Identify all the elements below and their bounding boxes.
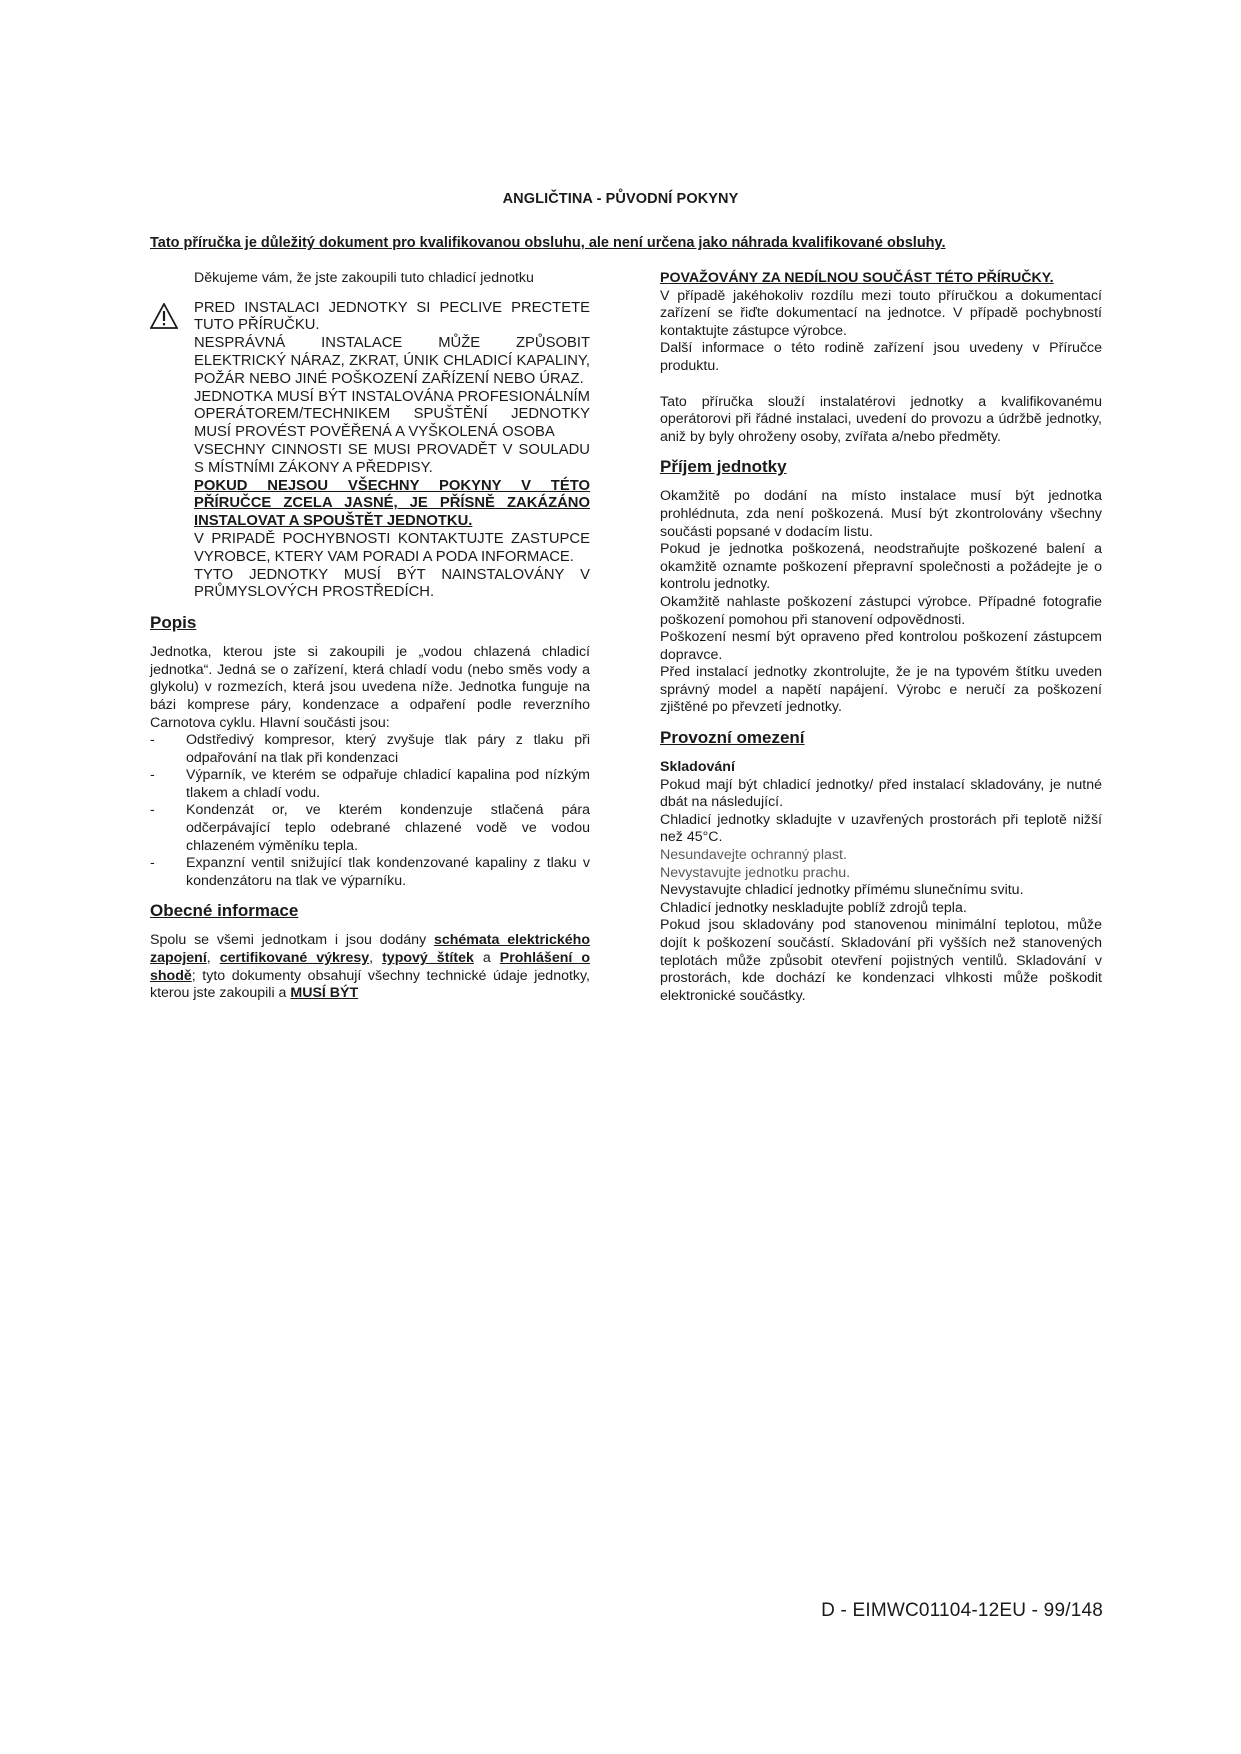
warning-block [150,300,590,603]
components-list [150,732,590,890]
list-item-text: Kondenzát or, ve kterém kondenzuje stlačená pára odčerpávající teplo odebrané chlazené vodě ve vodou chlazeném výměníku tepla. [186,802,590,854]
warning-line: JEDNOTKA MUSÍ BÝT INSTALOVÁNA PROFESIONÁLNÍM OPERÁTOREM/TECHNIKEM SPUŠTĚNÍ JEDNOTKY MUSÍ PROVÉST POVĚŘENÁ A VYŠKOLENÁ OSOBA [194,388,590,441]
general-text: Spolu se všemi jednotkam i jsou dodány [150,932,434,949]
warning-line: TYTO JEDNOTKY MUSÍ BÝT NAINSTALOVÁNY V PRŮMYSLOVÝCH PROSTŘEDÍCH. [194,566,590,601]
paragraph: Další informace o této rodině zařízení jsou uvedeny v Příručce produktu. [660,340,1102,374]
intro-notice: Tato příručka je důležitý dokument pro kvalifikovanou obsluhu, ale není určena jako náhrada kvalifikované obsluhy. [150,235,946,251]
receipt-paragraph: Před instalací jednotky zkontrolujte, že je na typovém štítku uveden správný model a napětí napájení. Výrobc e neručí za poškození zjištěné po převzetí jednotky. [660,664,1102,716]
general-text: a [473,950,500,967]
list-item-text: Expanzní ventil snižující tlak kondenzované kapaliny z tlaku v kondenzátoru na tlak ve výparníku. [186,855,590,889]
warning-line: NESPRÁVNÁ INSTALACE MŮŽE ZPŮSOBIT ELEKTRICKÝ NÁRAZ, ZKRAT, ÚNIK CHLADICÍ KAPALINY, POŽÁR NEBO JINÉ POŠKOZENÍ ZAŘÍZENÍ NEBO ÚRAZ. [194,335,590,387]
list-item-text: Odstředivý kompresor, který zvyšuje tlak páry z tlaku při odpařování na tlak při kondenzaci [186,732,590,766]
popis-text: Jednotka, kterou jste si zakoupili je „vodou chlazená chladicí jednotka“. Jedná se o zařízení, která chladí vodu (nebo směs vody a glykolu) v rozmezích, která jsou uvedena níže. Jednotka funguje na bázi komprese páry, kondenzace a odpaření podle reverzního Carnotova cyklu. Hlavní součásti jsou: [150,644,590,731]
left-column [150,270,590,1003]
storage-heading: Skladování [660,759,735,776]
general-info-text [150,932,590,1002]
warning-line: V PRIPADĚ POCHYBNOSTI KONTAKTUJTE ZASTUPCE VYROBCE, KTERY VAM PORADI A PODA INFORMACE. [194,530,590,565]
receipt-heading: Příjem jednotky [660,457,787,477]
storage-paragraph: Nevystavujte chladicí jednotky přímému slunečnímu svitu. [660,882,1024,899]
list-item [150,802,590,855]
operating-limits-heading: Provozní omezení [660,728,805,748]
storage-paragraph: Nevystavujte jednotku prachu. [660,864,851,881]
list-dash: - [150,802,155,819]
list-dash: - [150,767,155,784]
document-title: ANGLIČTINA - PŮVODNÍ POKYNY [502,191,739,207]
list-item [150,855,590,890]
right-column [660,270,1102,1005]
paragraph: Tato příručka slouží instalatérovi jednotky a kvalifikovanému operátorovi při řádné instalaci, uvedení do provozu a údržbě jednotky, aniž by byly ohroženy osoby, zvířata a/nebo předměty. [660,393,1102,445]
list-item [150,732,590,767]
certified-drawings-ref: certifikované výkresy [219,950,370,967]
receipt-paragraph: Poškození nesmí být opraveno před kontrolou poškození zástupcem dopravce. [660,629,1102,663]
warning-line-emphasis: POKUD NEJSOU VŠECHNY POKYNY V TÉTO PŘÍRUČCE ZCELA JASNÉ, JE PŘÍSNĚ ZAKÁZÁNO INSTALOVAT A SPOUŠTĚT JEDNOTKU. [194,477,590,530]
list-item-text: Výparník, ve kterém se odpařuje chladicí kapalina pod nízkým tlakem a chladí vodu. [186,767,590,801]
storage-paragraph: Nesundavejte ochranný plast. [660,847,847,864]
page-footer: D - EIMWC01104-12EU - 99/148 [821,1600,1103,1621]
storage-paragraph: Pokud mají být chladicí jednotky/ před instalací skladovány, je nutné dbát na následující. [660,776,1102,811]
warning-line: PRED INSTALACI JEDNOTKY SI PECLIVE PRECTETE TUTO PŘÍRUČKU. [194,299,590,334]
popis-heading: Popis [150,613,197,633]
receipt-paragraph: Okamžitě nahlaste poškození zástupci výrobce. Případné fotografie poškození pomohou při stanovení odpovědnosti. [660,593,1102,628]
paragraph: V případě jakéhokoliv rozdílu mezi touto příručkou a dokumentací zařízení se řiďte dokumentací na jednotce. V případě pochybností kontaktujte zástupce výrobce. [660,287,1102,339]
general-text: , [369,950,383,967]
declaration-ref: Prohlášení o shodě [150,950,590,984]
general-text: ; tyto dokumenty obsahují všechny technické údaje jednotky, kterou jste zakoupili a [150,967,590,1002]
general-text: , [206,950,220,967]
nameplate-ref: typový štítek [382,950,474,967]
receipt-paragraph: Okamžitě po dodání na místo instalace musí být jednotka prohlédnuta, zda není poškozená. Musí být zkontrolovány všechny součásti popsané v dodacím listu. [660,488,1102,540]
general-info-heading: Obecné informace [150,901,299,921]
storage-paragraph: Pokud jsou skladovány pod stanovenou minimální teplotou, může dojít k poškození součástí. Skladování při vyšších než stanovených teplotách může způsobit otevření pojistných ventilů. Skladování v prostorách, kde dochází ke kondenzaci vlhkosti může poškodit elektronické součástky. [660,917,1102,1004]
warning-icon [150,303,178,329]
must-be-emphasis: MUSÍ BÝT [290,985,359,1002]
wiring-diagrams-ref: schémata elektrického zapojení [150,932,590,967]
receipt-paragraph: Pokud je jednotka poškozená, neodstraňujte poškozené balení a okamžitě oznamte poškození přepravní společnosti a požádejte je o kontrolu jednotky. [660,541,1102,593]
continued-emphasis: POVAŽOVÁNY ZA NEDÍLNOU SOUČÁST TÉTO PŘÍRUČKY. [660,270,1054,286]
warning-line: VSECHNY CINNOSTI SE MUSI PROVADĚT V SOULADU S MÍSTNÍMI ZÁKONY A PŘEDPISY. [194,441,590,476]
thanks-text: Děkujeme vám, že jste zakoupili tuto chladicí jednotku [194,270,534,286]
list-dash: - [150,732,155,749]
storage-paragraph: Chladicí jednotky skladujte v uzavřených prostorách při teplotě nižší než 45°C. [660,811,1102,846]
storage-paragraph: Chladicí jednotky neskladujte poblíž zdrojů tepla. [660,899,967,916]
list-item [150,767,590,802]
list-dash: - [150,855,155,872]
